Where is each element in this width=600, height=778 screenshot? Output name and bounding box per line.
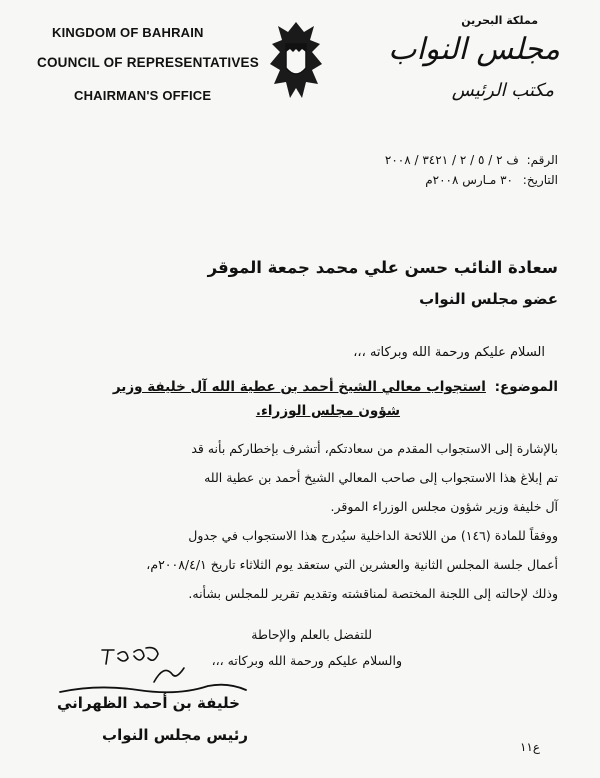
body-p1-line1: بالإشارة إلى الاستجواب المقدم من سعادتكم، أتشرف بإخطاركم بأنه قد [191, 441, 558, 456]
reference-value: ف ٢ / ٥ / ٢ / ٣٤٢١ / ٢٠٠٨ [384, 153, 519, 167]
body-p2-line2: أعمال جلسة المجلس الثانية والعشرين التي ستعقد يوم الثلاثاء تاريخ ٢٠٠٨/٤/١م، [146, 557, 558, 572]
closing-line2: والسلام عليكم ورحمة الله وبركاته ،،، [211, 653, 402, 668]
body-p2-line1: ووفقاً للمادة (١٤٦) من اللائحة الداخلية سيُدرج هذا الاستجواب في جدول [188, 528, 558, 543]
subject-line1 [113, 379, 558, 395]
subject-text-1: استجواب معالي الشيخ أحمد بن عطية الله آل خليفة وزير [112, 379, 486, 395]
subject-label: الموضوع: [494, 379, 558, 395]
body-p1-line2: تم إبلاغ هذا الاستجواب إلى صاحب المعالي الشيخ أحمد بن عطية الله [204, 470, 558, 485]
closing-line1: للتفضل بالعلم والإحاطة [251, 627, 372, 642]
addressee-title: عضو مجلس النواب [419, 290, 558, 308]
date-value: ٣٠ مـارس ٢٠٠٨م [425, 173, 513, 187]
subject-line2: شؤون مجلس الوزراء. [255, 403, 400, 419]
letterhead-ar-line2: مجلس النواب [388, 32, 560, 67]
bahrain-emblem-icon [266, 18, 326, 104]
signatory-name: خليفة بن أحمد الظهراني [57, 694, 240, 712]
greeting: السلام عليكم ورحمة الله وبركاته ،،، [353, 345, 545, 360]
body-p2-line3: وذلك لإحالته إلى اللجنة المختصة لمناقشته وتقديم تقرير للمجلس بشأنه. [188, 586, 558, 601]
letterhead-ar-line3: مكتب الرئيس [451, 80, 554, 101]
footer-mark: ع١١ [519, 740, 540, 754]
reference-row [385, 153, 558, 167]
date-row [425, 173, 558, 187]
signatory-title: رئيس مجلس النواب [102, 726, 248, 744]
letterhead-en-line2: COUNCIL OF REPRESENTATIVES [37, 55, 259, 70]
letterhead-en-line1: KINGDOM OF BAHRAIN [52, 25, 204, 40]
date-label: التاريخ: [522, 173, 558, 187]
reference-label: الرقم: [526, 153, 558, 167]
body-p1-line3: آل خليفة وزير شؤون مجلس الوزراء الموقر. [330, 499, 558, 514]
letterhead-en-line3: CHAIRMAN'S OFFICE [74, 88, 212, 103]
addressee-name: سعادة النائب حسن علي محمد جمعة الموقر [207, 258, 558, 277]
letterhead-ar-line1: مملكة البحرين [461, 14, 538, 27]
